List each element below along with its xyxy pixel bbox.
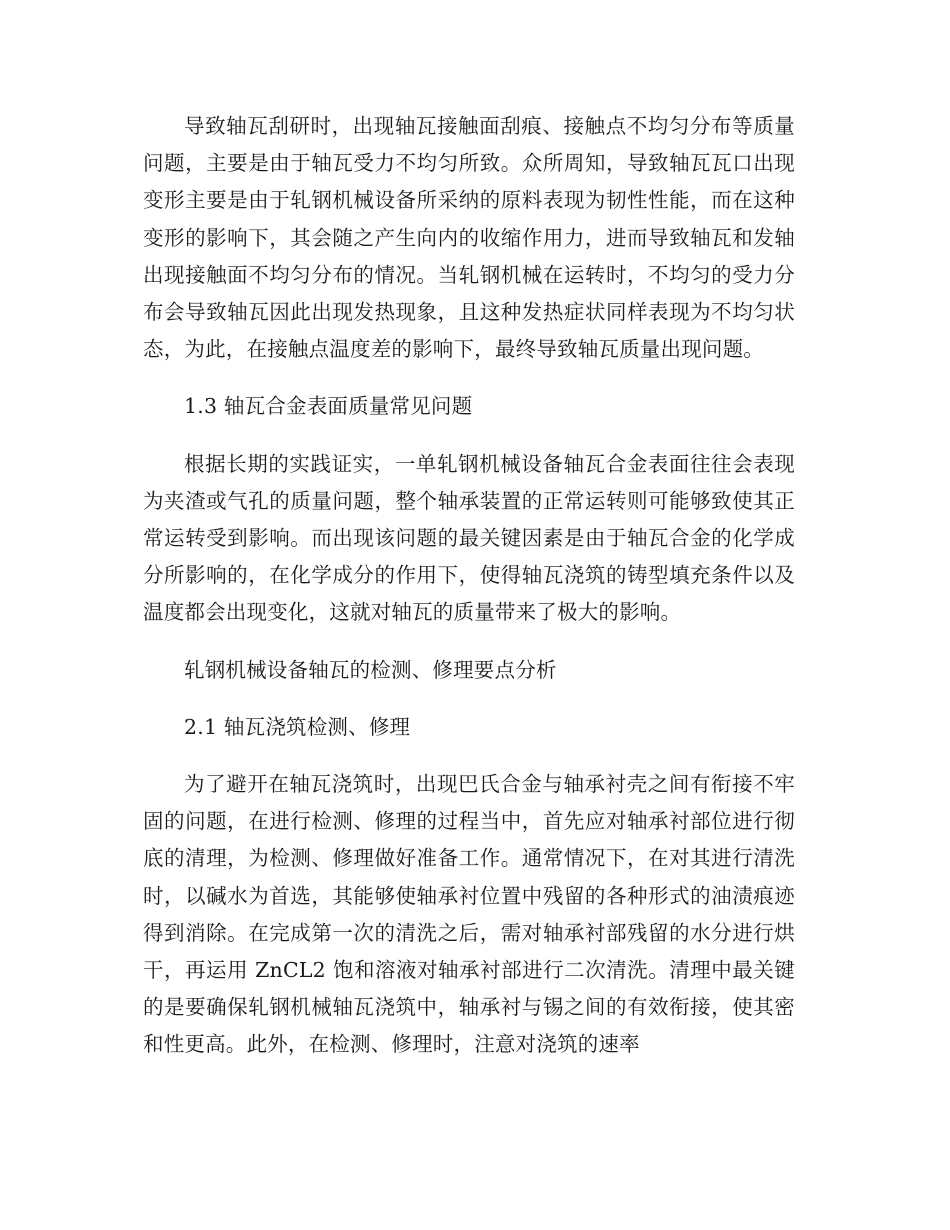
- paragraph-bearing-scraping-problems: 导致轴瓦刮研时，出现轴瓦接触面刮痕、接触点不均匀分布等质量问题，主要是由于轴瓦受力不均匀所致。众所周知，导致轴瓦瓦口出现变形主要是由于轧钢机械设备所采纳的原料表现为韧性性能，而在这种变形的影响下，其会随之产生向内的收缩作用力，进而导致轴瓦和发轴出现接触面不均匀分布的情况。当轧钢机械在运转时，不均匀的受力分布会导致轴瓦因此出现发热现象，且这种发热症状同样表现为不均匀状态，为此，在接触点温度差的影响下，最终导致轴瓦质量出现问题。: [143, 114, 795, 362]
- paragraph-alloy-surface-problems: 根据长期的实践证实，一单轧钢机械设备轴瓦合金表面往往会表现为夹渣或气孔的质量问题，整个轴承装置的正常运转则可能够致使其正常运转受到影响。而出现该问题的最关键因素是由于轴瓦合金的化学成分所影响的，在化学成分的作用下，使得轴瓦浇筑的铸型填充条件以及温度都会出现变化，这就对轴瓦的质量带来了极大的影响。: [143, 451, 795, 625]
- paragraph-gap: [143, 426, 795, 446]
- section-heading-2-1: 2.1 轴瓦浇筑检测、修理: [184, 714, 411, 739]
- document-body: [143, 108, 795, 1064]
- paragraph-gap: [143, 689, 795, 709]
- paragraph-pouring-inspection: 为了避开在轴瓦浇筑时，出现巴氏合金与轴承衬壳之间有衔接不牢固的问题，在进行检测、修理的过程当中，首先应对轴承衬部位进行彻底的清理，为检测、修理做好准备工作。通常情况下，在对其进行清洗时，以碱水为首选，其能够使轴承衬位置中残留的各种形式的油渍痕迹得到消除。在完成第一次的清洗之后，需对轴承衬部残留的水分进行烘干，再运用 ZnCL2 饱和溶液对轴承衬部进行二次清洗。清理中最关键的是要确保轧钢机械轴瓦浇筑中，轴承衬与锡之间的有效衔接，使其密和性更高。此外，在检测、修理时，注意对浇筑的速率: [143, 772, 795, 1057]
- paragraph-gap: [143, 368, 795, 388]
- paragraph-gap: [143, 746, 795, 766]
- chapter-heading-inspection-repair: 轧钢机械设备轴瓦的检测、修理要点分析: [184, 657, 557, 682]
- paragraph-gap: [143, 632, 795, 652]
- section-heading-1-3: 1.3 轴瓦合金表面质量常见问题: [184, 394, 473, 419]
